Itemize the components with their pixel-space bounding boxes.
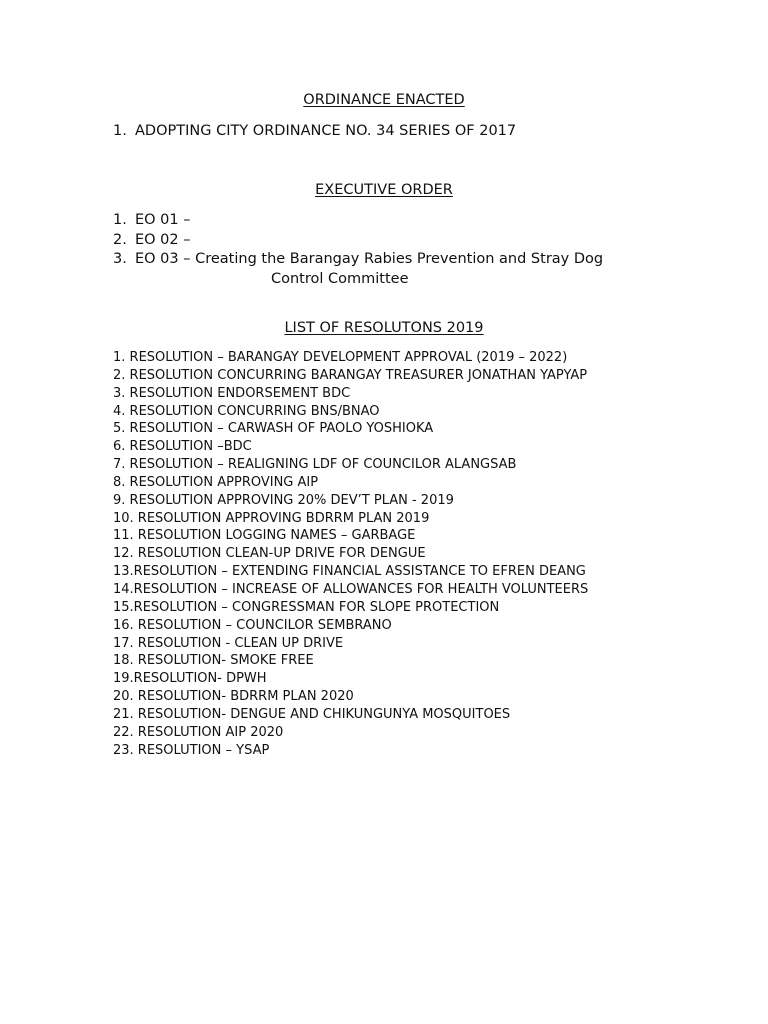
resolution-item: 20. RESOLUTION- BDRRM PLAN 2020: [113, 689, 354, 705]
resolution-item: 19.RESOLUTION- DPWH: [113, 671, 267, 687]
resolution-item: 13.RESOLUTION – EXTENDING FINANCIAL ASSISTANCE TO EFREN DEANG: [113, 564, 586, 580]
resolution-item: 16. RESOLUTION – COUNCILOR SEMBRANO: [113, 617, 392, 633]
resolution-item: 4. RESOLUTION CONCURRING BNS/BNAO: [113, 403, 380, 419]
ordinance-list: [113, 122, 516, 142]
resolution-item: 2. RESOLUTION CONCURRING BARANGAY TREASURER JONATHAN YAPYAP: [113, 367, 588, 383]
executive-order-list: [113, 211, 603, 290]
executive-order-item: [113, 231, 603, 251]
resolution-item: 7. RESOLUTION – REALIGNING LDF OF COUNCILOR ALANGSAB: [113, 457, 517, 473]
resolution-item: 12. RESOLUTION CLEAN-UP DRIVE FOR DENGUE: [113, 546, 426, 562]
resolution-item: 22. RESOLUTION AIP 2020: [113, 724, 284, 740]
resolution-item: 3. RESOLUTION ENDORSEMENT BDC: [113, 385, 351, 401]
ordinance-item: [113, 122, 516, 142]
item-text: EO 02 –: [135, 231, 191, 248]
resolution-item: 8. RESOLUTION APPROVING AIP: [113, 474, 319, 490]
resolution-item: 10. RESOLUTION APPROVING BDRRM PLAN 2019: [113, 510, 430, 526]
item-number: 1.: [113, 212, 127, 228]
executive-order-item: [113, 250, 603, 270]
resolution-item: 1. RESOLUTION – BARANGAY DEVELOPMENT APPROVAL (2019 – 2022): [113, 350, 568, 365]
executive-order-heading: EXECUTIVE ORDER: [315, 182, 453, 198]
resolution-item: 23. RESOLUTION – YSAP: [113, 742, 270, 758]
resolution-item: 21. RESOLUTION- DENGUE AND CHIKUNGUNYA MOSQUITOES: [113, 706, 511, 722]
resolution-item: 5. RESOLUTION – CARWASH OF PAOLO YOSHIOKA: [113, 421, 434, 437]
resolution-item: 14.RESOLUTION – INCREASE OF ALLOWANCES FOR HEALTH VOLUNTEERS: [113, 581, 589, 597]
item-number: 3.: [113, 251, 127, 268]
ordinance-heading: ORDINANCE ENACTED: [303, 92, 465, 108]
resolution-item: 17. RESOLUTION - CLEAN UP DRIVE: [113, 635, 344, 651]
executive-order-item: [113, 211, 603, 231]
resolutions-list: [113, 349, 588, 759]
resolution-item: 18. RESOLUTION- SMOKE FREE: [113, 653, 314, 669]
executive-order-item-continuation: Control Committee: [271, 271, 409, 288]
resolution-item: 15.RESOLUTION – CONGRESSMAN FOR SLOPE PROTECTION: [113, 599, 500, 615]
resolutions-heading: LIST OF RESOLUTONS 2019: [284, 320, 484, 336]
item-text: EO 03 – Creating the Barangay Rabies Prevention and Stray Dog: [135, 251, 604, 268]
resolution-item: 6. RESOLUTION –BDC: [113, 439, 252, 455]
item-text: EO 01 –: [135, 212, 191, 228]
item-text: ADOPTING CITY ORDINANCE NO. 34 SERIES OF 2017: [135, 123, 517, 139]
item-number: 2.: [113, 231, 127, 248]
resolution-item: 9. RESOLUTION APPROVING 20% DEV’T PLAN - 2019: [113, 492, 454, 508]
resolution-item: 11. RESOLUTION LOGGING NAMES – GARBAGE: [113, 528, 416, 544]
item-number: 1.: [113, 123, 127, 139]
